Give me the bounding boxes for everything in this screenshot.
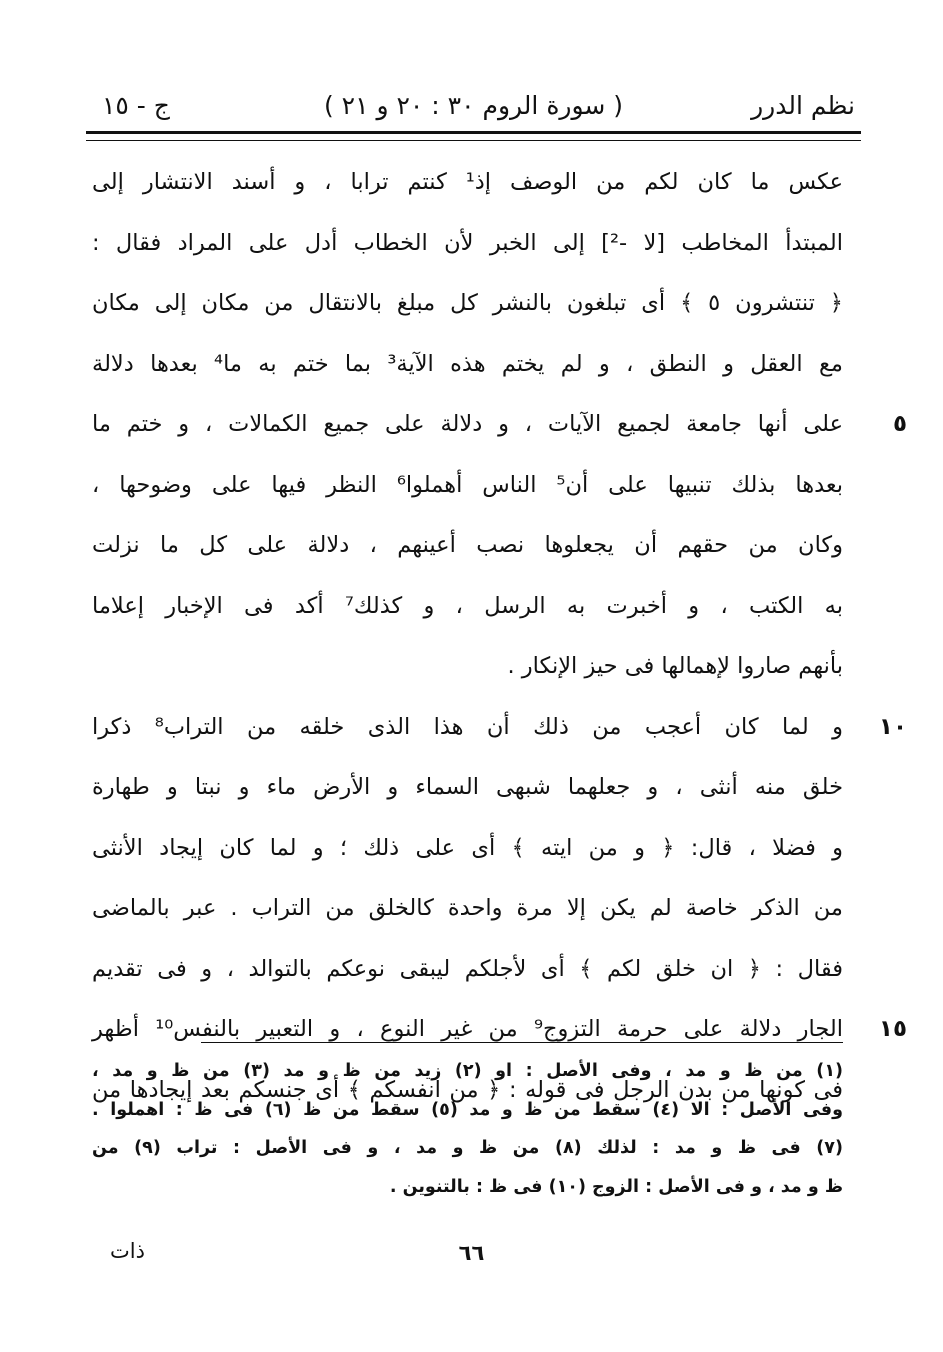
footnotes <box>92 1052 843 1206</box>
footnote-rule <box>201 1042 843 1043</box>
line-text: مع العقل و النطق ، و لم يختم هذه الآية³ بما ختم به ما⁴ بعدها دلالة <box>92 350 843 377</box>
line-text: من الذكر خاصة لم يكن إلا مرة واحدة كالخلق من التراب . عبر بالماضى <box>92 895 843 921</box>
main-text <box>92 152 907 1120</box>
text-line <box>92 334 843 395</box>
footnote-line: وفى الأصل : الا (٤) سقط من ظ و مد (٥) سقط من ظ (٦) فى ظ : اهملوا . <box>92 1099 843 1120</box>
line-text: الجار دلالة على حرمة التزوج⁹ من غير النوع ، و التعبير بالنفس¹⁰ أظهر <box>92 1016 843 1042</box>
text-line <box>92 818 843 879</box>
line-number: ١٥ <box>878 1016 907 1042</box>
line-text: بعدها بذلك تنبيها على أن⁵ الناس أهملوا⁶ النظر فيها على وضوحها ، <box>92 471 843 498</box>
page-number: ٦٦ <box>458 1241 485 1265</box>
header-rule-thin <box>86 140 861 141</box>
text-line <box>92 394 907 455</box>
line-text: وكان من حقهم أن يجعلوها نصب أعينهم ، دلالة على كل ما نزلت <box>92 532 843 558</box>
footnote-line: ظ و مد ، و فى الأصل : الزوج (١٠) فى ظ : بالتنوين . <box>389 1176 843 1197</box>
text-line <box>92 273 843 334</box>
line-text: فى كونها من بدن الرجل فى قوله : ﴿ من انفسكم ﴾ أى جنسكم بعد إيجادها من <box>92 1076 843 1103</box>
text-line <box>92 515 843 576</box>
line-text: على أنها جامعة لجميع الآيات ، و دلالة على جميع الكمالات ، و ختم ما <box>92 411 843 437</box>
footnote-line: (٧) فى ظ و مد : لذلك (٨) من ظ و مد ، و فى الأصل : تراب (٩) من <box>92 1138 843 1158</box>
line-text: المبتدأ المخاطب [لا -²] إلى الخبر لأن الخطاب أدل على المراد فقال : <box>92 229 843 256</box>
volume-number: ج - ١٥ <box>102 91 170 120</box>
footnote-line: (١) من ظ و مد ، وفى الأصل : او (٢) زيد من ظ و مد (٣) من ظ و مد ، <box>92 1061 843 1081</box>
text-line <box>92 757 843 818</box>
text-line <box>92 697 907 758</box>
text-line <box>92 213 843 274</box>
text-line <box>92 999 907 1060</box>
text-line <box>92 636 843 697</box>
header-rule-thick <box>86 131 861 134</box>
line-number: ١٠ <box>878 713 907 740</box>
text-line <box>92 152 843 213</box>
text-line <box>92 576 843 637</box>
text-line <box>92 878 843 939</box>
line-text: به الكتب ، و أخبرت به الرسل ، و كذلك⁷ أكد فى الإخبار إعلاما <box>92 592 843 619</box>
running-head <box>92 86 855 126</box>
line-text: و لما كان أعجب من ذلك أن هذا الذى خلقه من التراب⁸ ذكرا <box>92 713 843 740</box>
surah-reference: ( سورة الروم ٣٠ : ٢٠ و ٢١ ) <box>323 91 624 120</box>
line-text: فقال : ﴿ ان خلق لكم ﴾ أى لأجلكم ليبقى نوعكم بالتوالد ، و فى تقديم <box>92 955 843 982</box>
text-line <box>92 455 843 516</box>
line-number: ٥ <box>892 411 907 437</box>
text-line <box>92 939 843 1000</box>
line-text: خلق منه أنثى ، و جعلهما شبهى السماء و الأرض ماء و نبتا و طهارة <box>92 774 843 800</box>
line-text: ﴿ تنتشرون ٥ ﴾ أى تبلغون بالنشر كل مبلغ بالانتقال من مكان إلى مكان <box>92 290 843 316</box>
book-title: نظم الدرر <box>751 91 855 120</box>
line-text: بأنهم صاروا لإهمالها فى حيز الإنكار . <box>507 653 843 679</box>
catchword: ذات <box>110 1239 145 1263</box>
line-text: و فضلا ، قال: ﴿ و من ايته ﴾ أى على ذلك ؛ و لما كان إيجاد الأنثى <box>92 834 843 861</box>
line-text: عكس ما كان لكم من الوصف إذ¹ كنتم ترابا ، و أسند الانتشار إلى <box>92 169 843 195</box>
